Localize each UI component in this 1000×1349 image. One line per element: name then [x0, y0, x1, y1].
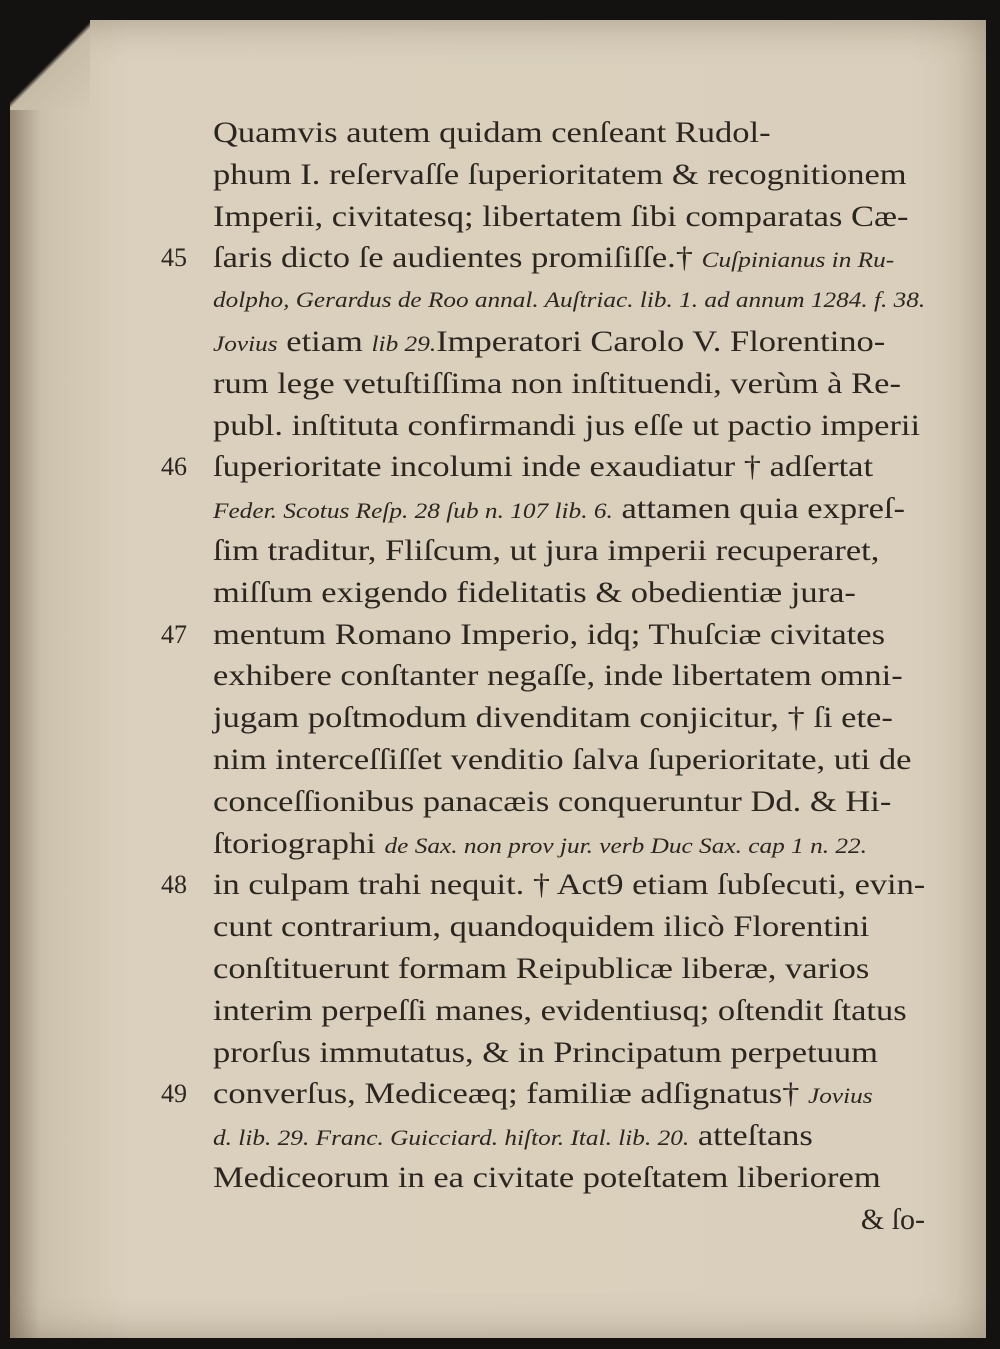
line-text: Imperatori Carolo V. Florentino- [436, 324, 886, 358]
text-line [213, 488, 925, 530]
margin-number: 45 [161, 243, 187, 273]
citation-text: lib 29. [371, 330, 437, 356]
line-text: atteſtans [689, 1119, 813, 1153]
line-fit [213, 196, 909, 238]
line-fit [213, 1115, 813, 1159]
line-text: exhibere conſtanter negaſſe, inde libertatem omni- [213, 659, 903, 693]
citation-text: Jovius [808, 1083, 873, 1109]
line-text: phum I. reſervaſſe ſuperioritatem & recognitionem [213, 157, 907, 191]
text-line [213, 405, 925, 447]
text-line [213, 823, 925, 865]
text-line [213, 1115, 925, 1157]
citation-text: Cuſpinianus in Ru- [701, 247, 895, 273]
line-fit [213, 906, 869, 948]
line-text: attamen quia expreſ- [612, 492, 906, 526]
line-text: prorſus immutatus, & in Principatum perpetuum [213, 1035, 879, 1069]
citation-text: dolpho, Gerardus de Roo annal. Auſtriac. lib. 1. ad annum 1284. f. 38. [213, 287, 926, 313]
line-text: conſtituerunt formam Reipublicæ liberæ, varios [213, 951, 870, 985]
line-text: jugam poſtmodum divenditam conjicitur, † ſi ete- [213, 701, 893, 735]
margin-number: 48 [161, 870, 187, 900]
line-text: nim interceſſiſſet venditio ſalva ſuperioritate, uti de [213, 742, 912, 776]
line-fit [213, 990, 907, 1032]
line-text: ſim traditur, Fliſcum, ut jura imperii recuperaret, [213, 533, 880, 567]
citation-text: d. lib. 29. Franc. Guicciard. hiſtor. Ital. lib. 20. [213, 1125, 690, 1151]
margin-number: 49 [161, 1079, 187, 1109]
line-fit [213, 279, 925, 321]
line-fit [213, 363, 901, 405]
citation-text: Feder. Scotus Reſp. 28 ſub n. 107 lib. 6. [213, 498, 613, 524]
text-line [161, 237, 925, 279]
line-fit [213, 823, 867, 867]
line-fit [213, 446, 873, 488]
text-line [161, 864, 926, 906]
body-text [161, 112, 926, 1241]
text-line [213, 990, 925, 1032]
line-text: ſuperioritate incolumi inde exaudiatur † adſertat [213, 450, 874, 484]
text-line [213, 572, 925, 614]
line-fit [213, 864, 925, 906]
text-line [213, 363, 925, 405]
folded-corner [10, 20, 90, 110]
text-line [213, 948, 925, 990]
text-line [213, 781, 925, 823]
text-line [213, 196, 925, 238]
line-text: cunt contrarium, quandoquidem ilicò Florentini [213, 910, 870, 944]
line-fit [213, 237, 894, 281]
line-fit [213, 614, 885, 656]
text-line [161, 614, 925, 656]
line-fit [213, 530, 879, 572]
line-fit [213, 1032, 878, 1074]
text-line [213, 1157, 925, 1199]
line-fit [213, 697, 893, 739]
text-line [213, 739, 925, 781]
citation-text: Jovius [213, 330, 278, 356]
line-fit [213, 1073, 873, 1117]
line-fit [213, 405, 920, 447]
line-fit [213, 321, 885, 365]
text-line [213, 530, 925, 572]
text-line [213, 906, 925, 948]
line-fit [213, 488, 905, 532]
line-fit [213, 655, 903, 697]
line-text: Mediceorum in ea civitate poteſtatem liberiorem [213, 1160, 881, 1194]
margin-number: 46 [161, 452, 187, 482]
line-text: & ſo- [860, 1202, 925, 1236]
text-line [213, 1032, 925, 1074]
text-line [161, 1073, 925, 1115]
line-text: interim perpeſſi manes, evidentiusq; oſtendit ſtatus [213, 993, 907, 1027]
citation-text: de Sax. non prov jur. verb Duc Sax. cap 1 n. 22. [384, 832, 867, 858]
line-fit [213, 739, 911, 781]
line-text: publ. inſtituta confirmandi jus eſſe ut pactio imperii [213, 408, 921, 442]
line-text: rum lege vetuſtiſſima non inſtituendi, verùm à Re- [213, 366, 901, 400]
text-line [161, 446, 925, 488]
line-text: Quamvis autem quidam cenſeant Rudol- [213, 116, 771, 149]
line-fit [213, 154, 907, 196]
line-fit [213, 781, 891, 823]
margin-number: 47 [161, 619, 187, 649]
line-fit [213, 112, 771, 154]
text-line [213, 1199, 925, 1241]
text-line [213, 697, 925, 739]
text-line [213, 279, 925, 321]
line-fit [213, 572, 856, 614]
line-text: converſus, Mediceæq; familiæ adſignatus† [213, 1077, 809, 1111]
text-line [213, 321, 925, 363]
line-fit [213, 948, 869, 990]
line-text: ſtoriographi [213, 826, 385, 860]
line-text: miſſum exigendo fidelitatis & obedientiæ jura- [213, 575, 856, 609]
text-line [213, 112, 925, 154]
line-text: conceſſionibus panacæis conqueruntur Dd. & Hi- [213, 784, 892, 818]
text-line [213, 655, 925, 697]
line-text: ſaris dicto ſe audientes promiſiſſe.† [213, 241, 702, 275]
text-line [213, 154, 925, 196]
line-text: etiam [277, 324, 372, 358]
line-text: in culpam trahi nequit. † Act9 etiam ſubſecuti, evin- [213, 868, 926, 902]
line-text: Imperii, civitatesq; libertatem ſibi comparatas Cæ- [213, 199, 909, 233]
line-fit [213, 1157, 881, 1199]
line-text: mentum Romano Imperio, idq; Thuſciæ civitates [213, 617, 886, 651]
